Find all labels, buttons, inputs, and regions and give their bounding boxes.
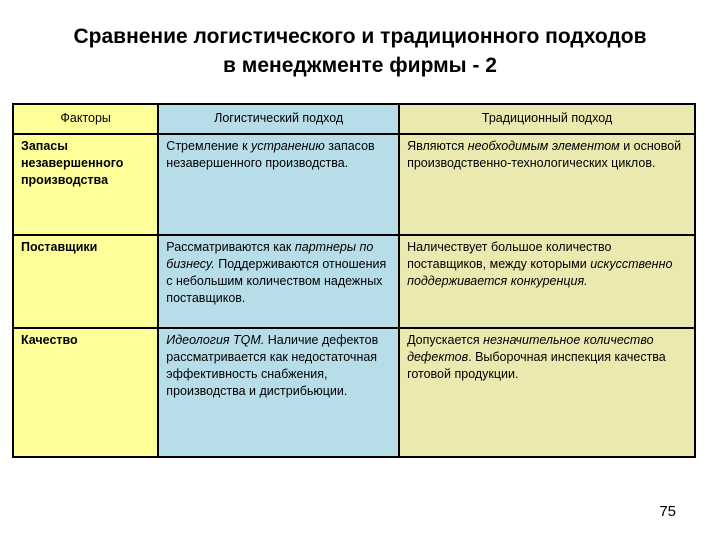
factor-cell: Запасы незавершенного производства	[13, 134, 158, 235]
cell-text: Наличие дефектов рассматривается как недостаточная эффективность снабжения, производства и дистрибьюции.	[166, 333, 379, 398]
table-row	[13, 134, 695, 235]
factor-cell: Качество	[13, 328, 158, 457]
logistic-cell	[158, 134, 399, 235]
comparison-table	[12, 103, 696, 458]
cell-text: запасов незавершенного производства.	[166, 139, 375, 170]
traditional-cell	[399, 235, 695, 328]
cell-text: . Выборочная инспекция качества готовой продукции.	[407, 350, 666, 381]
slide-title	[20, 22, 700, 80]
emphasized-text: партнеры по бизнесу.	[166, 240, 374, 271]
emphasized-text: устранению	[251, 139, 325, 153]
table-row	[13, 328, 695, 457]
traditional-cell	[399, 134, 695, 235]
header-factors: Факторы	[13, 104, 158, 134]
emphasized-text: незначительное количество дефектов	[407, 333, 654, 364]
cell-text: Рассматриваются как	[166, 240, 295, 254]
logistic-cell	[158, 328, 399, 457]
table-header-row	[13, 104, 695, 134]
cell-text: и основой производственно-технологических циклов.	[407, 139, 682, 170]
cell-text: Допускается	[407, 333, 484, 347]
emphasized-text: искусственно поддерживается конкуренция.	[407, 257, 673, 288]
cell-text: Наличествует большое количество поставщиков, между которыми	[407, 240, 612, 271]
emphasized-text: необходимым элементом	[467, 139, 620, 153]
traditional-cell	[399, 328, 695, 457]
factor-cell: Поставщики	[13, 235, 158, 328]
slide-title-line-1: Сравнение логистического и традиционного подходов	[73, 25, 647, 48]
emphasized-text: Идеология TQM.	[166, 333, 265, 347]
header-logistic-approach: Логистический подход	[158, 104, 399, 134]
cell-text: Являются	[407, 139, 468, 153]
cell-text: Поддерживаются отношения с небольшим количеством надежных поставщиков.	[166, 257, 387, 305]
cell-text: Стремление к	[166, 139, 252, 153]
slide-title-line-2: в менеджменте фирмы - 2	[223, 54, 497, 77]
page-number: 75	[659, 503, 676, 520]
header-traditional-approach: Традиционный подход	[399, 104, 695, 134]
table-row	[13, 235, 695, 328]
logistic-cell	[158, 235, 399, 328]
